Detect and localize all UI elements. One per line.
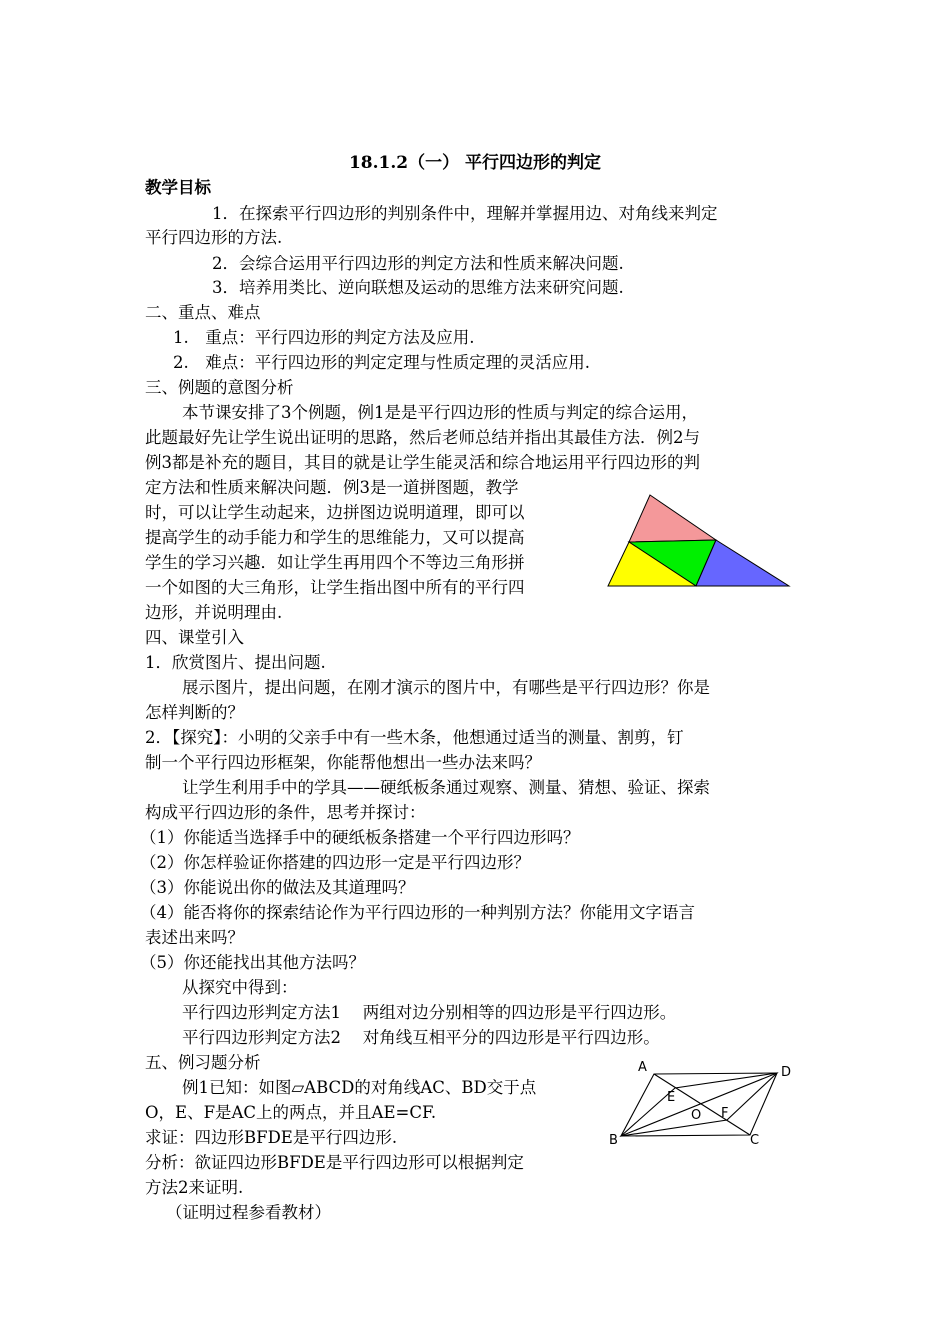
label-o: O [691,1108,702,1123]
label-e: E [667,1090,676,1105]
question-line: （2）你怎样验证你搭建的四边形一定是平行四边形？ [140,853,530,872]
paragraph-line: 2．【探究】：小明的父亲手中有一些木条，他想通过适当的测量、割剪，钉 [145,728,684,747]
paragraph-line: 时，可以让学生动起来，边拼图边说明道理，即可以 [145,503,525,522]
paragraph-line: 1．欣赏图片、提出问题. [145,653,326,672]
page-title: 18.1.2（一） 平行四边形的判定 [348,153,602,173]
paragraph-line: 展示图片，提出问题，在刚才演示的图片中，有哪些是平行四边形？你是 [182,678,710,697]
example-line: 方法2来证明. [145,1178,244,1197]
label-f: F [721,1106,729,1121]
paragraph-line: 边形，并说明理由. [145,603,283,622]
question-line: 表述出来吗？ [145,928,244,947]
paragraph-line: 让学生利用手中的学具——硬纸板条通过观察、测量、猜想、验证、探索 [182,778,710,797]
paragraph-line: 构成平行四边形的条件，思考并探讨： [145,803,426,822]
example-line: 例1已知：如图▱ABCD的对角线AC、BD交于点 [182,1078,537,1097]
paragraph-line: 一个如图的大三角形，让学生指出图中所有的平行四 [145,578,525,597]
paragraph-line: 制一个平行四边形框架，你能帮他想出一些办法来吗？ [145,753,541,772]
section-heading: 四、课堂引入 [145,628,244,647]
example-line: O，E、F是AC上的两点，并且AE=CF. [145,1103,437,1122]
goal-line: 1．在探索平行四边形的判别条件中，理解并掌握用边、对角线来判定 [212,204,718,223]
question-line: （1）你能适当选择手中的硬纸板条搭建一个平行四边形吗？ [140,828,580,847]
goals-heading: 教学目标 [145,178,211,197]
parallelogram-figure [604,1057,804,1147]
label-b: B [609,1133,618,1147]
paragraph-line: 例3都是补充的题目，其目的就是让学生能灵活和综合地运用平行四边形的判 [145,453,700,472]
pink-triangle [629,495,716,542]
question-line: （4）能否将你的探索结论作为平行四边形的一种判别方法？你能用文字语言 [140,903,695,922]
method-line: 平行四边形判定方法1 两组对边分别相等的四边形是平行四边形。 [182,1003,677,1022]
goal-line: 平行四边形的方法. [145,228,283,247]
paragraph-line: 怎样判断的？ [145,703,244,722]
example-line: 分析：欲证四边形BFDE是平行四边形可以根据判定 [145,1153,524,1172]
label-c: C [750,1133,760,1147]
paragraph-line: 从探究中得到： [182,978,298,997]
paragraph-line: 本节课安排了3个例题，例1是是平行四边形的性质与判定的综合运用， [182,403,698,422]
label-a: A [638,1060,647,1075]
section-heading: 三、例题的意图分析 [145,378,294,397]
question-line: （3）你能说出你的做法及其道理吗？ [140,878,415,897]
example-line: 求证：四边形BFDE是平行四边形. [145,1128,398,1147]
paragraph-line: 提高学生的动手能力和学生的思维能力，又可以提高 [145,528,525,547]
paragraph-line: 学生的学习兴趣．如让学生再用四个不等边三角形拼 [145,553,525,572]
paragraph-line: 此题最好先让学生说出证明的思路，然后老师总结并指出其最佳方法．例2与 [145,428,700,447]
triangle-puzzle-figure [604,492,794,592]
section-heading: 二、重点、难点 [145,303,261,322]
goal-line: 2．会综合运用平行四边形的判定方法和性质来解决问题. [212,254,624,273]
method-line: 平行四边形判定方法2 对角线互相平分的四边形是平行四边形。 [182,1028,660,1047]
paragraph-line: 定方法和性质来解决问题．例3是一道拼图题，教学 [145,478,519,497]
label-d: D [781,1065,792,1080]
difficult-point: 2. 难点：平行四边形的判定定理与性质定理的灵活应用. [173,353,590,372]
example-line: （证明过程参看教材） [166,1203,331,1222]
key-point: 1. 重点：平行四边形的判定方法及应用. [173,328,475,347]
goal-line: 3．培养用类比、逆向联想及运动的思维方法来研究问题. [212,278,624,297]
section-heading: 五、例习题分析 [145,1053,261,1072]
question-line: （5）你还能找出其他方法吗？ [140,953,365,972]
